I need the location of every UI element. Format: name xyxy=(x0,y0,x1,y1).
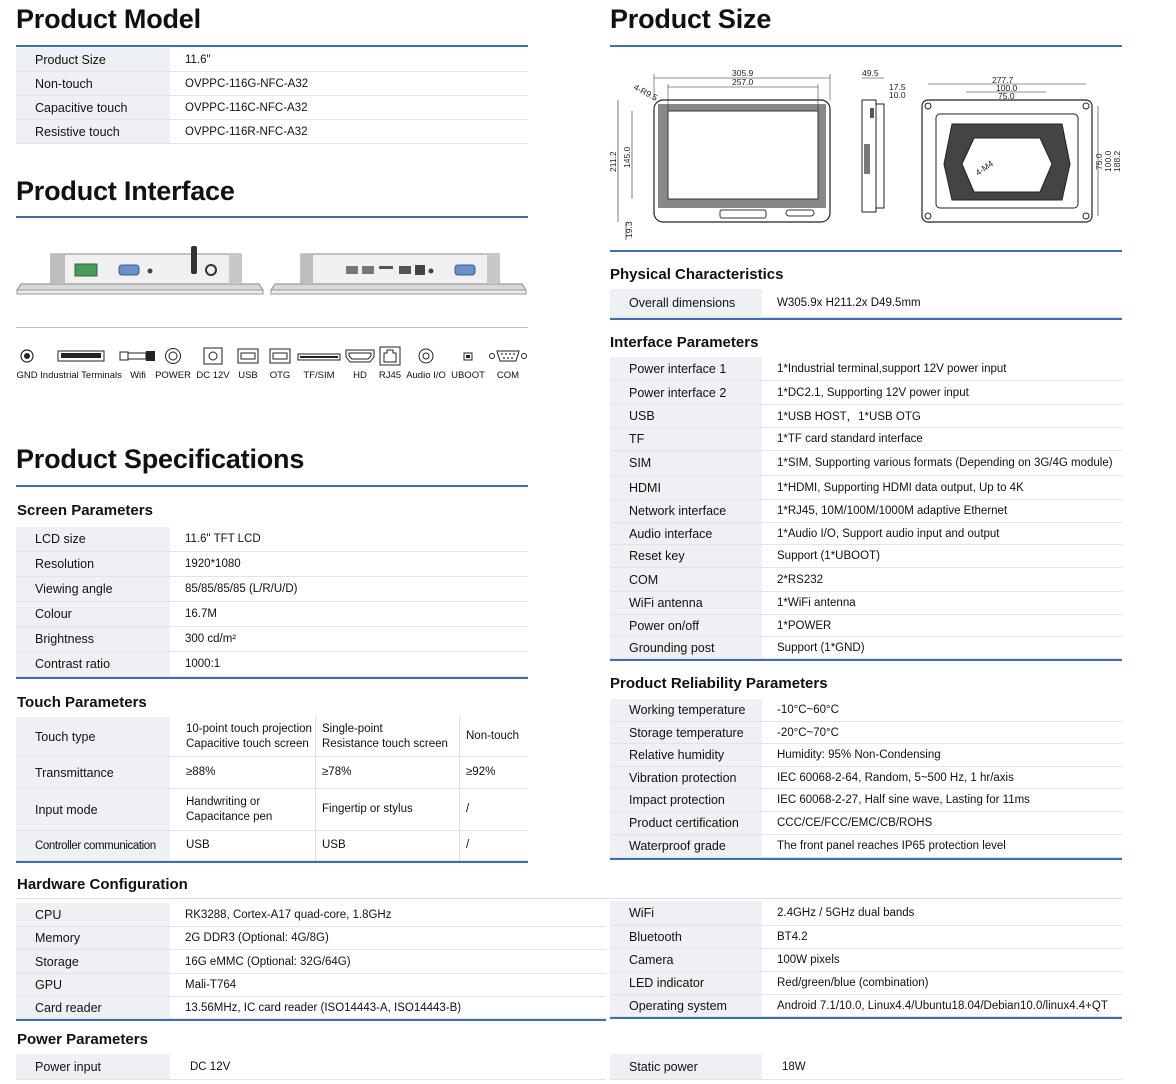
physical-characteristics-table xyxy=(610,289,1122,320)
row-label: Storage xyxy=(16,950,170,973)
table-row xyxy=(610,615,1122,637)
table-row xyxy=(610,568,1122,592)
row-label: Touch type xyxy=(16,717,170,756)
touch-cell xyxy=(170,789,315,830)
table-row xyxy=(16,96,528,120)
row-label: Product certification xyxy=(610,812,762,834)
industrial-terminals-item: Industrial Terminals xyxy=(42,344,120,381)
row-value: 2.4GHz / 5GHz dual bands xyxy=(777,907,915,919)
row-label: Brightness xyxy=(16,627,170,651)
rj45-item: RJ45 xyxy=(378,344,402,381)
table-row xyxy=(16,974,606,997)
row-label: Relative humidity xyxy=(610,744,762,766)
table-row xyxy=(610,699,1122,722)
table-row xyxy=(16,997,606,1019)
product-interface-rule xyxy=(16,216,528,218)
row-label: Viewing angle xyxy=(16,577,170,601)
table-row xyxy=(610,592,1122,615)
interface-parameters-heading: Interface Parameters xyxy=(610,334,759,351)
row-value: Support (1*UBOOT) xyxy=(777,550,880,562)
row-label: Storage temperature xyxy=(610,722,762,743)
row-value: OVPPC-116G-NFC-A32 xyxy=(185,77,309,90)
table-row xyxy=(16,927,606,950)
row-label: Colour xyxy=(16,602,170,626)
row-label: Reset key xyxy=(610,545,762,567)
physical-characteristics-heading: Physical Characteristics xyxy=(610,266,784,283)
table-row xyxy=(16,627,528,652)
table-row xyxy=(610,289,1122,318)
hardware-right-table xyxy=(610,901,1122,1019)
row-label: SIM xyxy=(610,451,762,475)
touch-cell-line: Non-touch xyxy=(466,730,520,742)
device-side-view-right xyxy=(269,244,528,296)
row-label: Power on/off xyxy=(610,615,762,636)
row-value: Mali-T764 xyxy=(185,979,237,991)
touch-cell-line: Resistance touch screen xyxy=(322,737,448,750)
interface-parameters-table xyxy=(610,357,1122,661)
svg-text:305.9: 305.9 xyxy=(732,68,754,78)
svg-text:257.0: 257.0 xyxy=(732,77,754,87)
touch-cell xyxy=(315,831,459,860)
hardware-top-rule xyxy=(16,898,1122,899)
product-size-title: Product Size xyxy=(610,4,772,34)
otg-item: OTG xyxy=(266,344,294,381)
product-specifications-title: Product Specifications xyxy=(16,444,305,474)
table-row xyxy=(16,552,528,577)
table-row xyxy=(610,767,1122,789)
touch-cell-line: / xyxy=(466,803,470,815)
svg-text:4-M4: 4-M4 xyxy=(973,158,996,178)
row-value: 11.6" TFT LCD xyxy=(185,533,261,545)
touch-cell-line: Capacitive touch screen xyxy=(186,737,309,750)
row-value: 1*TF card standard interface xyxy=(777,433,923,445)
row-value: The front panel reaches IP65 protection level xyxy=(777,840,1006,852)
dc-jack-icon xyxy=(203,347,223,365)
row-value: Red/green/blue (combination) xyxy=(777,977,929,989)
table-row xyxy=(16,577,528,602)
wifi-item: Wifi xyxy=(120,344,156,381)
table-row xyxy=(16,757,528,789)
touch-cell xyxy=(459,717,528,756)
row-value: 1*Industrial terminal,support 12V power input xyxy=(777,362,1007,375)
row-value: 1*USB HOST，1*USB OTG xyxy=(777,411,921,423)
power-left-table xyxy=(16,1054,606,1080)
wifi-antenna-icon xyxy=(119,350,157,362)
power-parameters-heading: Power Parameters xyxy=(17,1031,148,1048)
touch-cell xyxy=(170,831,315,860)
hdmi-port-icon xyxy=(345,349,375,363)
row-value: IEC 60068-2-64, Random, 5~500 Hz, 1 hr/axis xyxy=(777,771,1014,784)
row-value: 1000:1 xyxy=(185,658,221,670)
row-label: USB xyxy=(610,405,762,427)
touch-cell-line: Fingertip or stylus xyxy=(322,803,413,815)
table-row xyxy=(610,428,1122,451)
row-label: Vibration protection xyxy=(610,767,762,788)
table-row xyxy=(16,48,528,72)
touch-cell-line: Capacitance pen xyxy=(186,810,273,823)
row-label: Contrast ratio xyxy=(16,652,170,676)
svg-text:145.0: 145.0 xyxy=(622,146,632,168)
table-row xyxy=(610,789,1122,812)
product-size-rule xyxy=(610,45,1122,47)
tf-sim-item: TF/SIM xyxy=(296,344,342,381)
row-label: WiFi xyxy=(610,901,762,925)
table-row xyxy=(610,744,1122,767)
table-row xyxy=(16,831,528,861)
uboot-button-icon xyxy=(463,351,473,361)
table-row xyxy=(16,903,606,927)
product-model-title: Product Model xyxy=(16,4,201,34)
svg-text:211.2: 211.2 xyxy=(608,151,618,172)
touch-cell-line: USB xyxy=(322,839,346,851)
row-value: IEC 60068-2-27, Half sine wave, Lasting for 11ms xyxy=(777,794,1030,806)
svg-text:19.3: 19.3 xyxy=(624,221,634,238)
reliability-parameters-table xyxy=(610,699,1122,860)
touch-cell xyxy=(315,757,459,788)
row-value: 300 cd/m² xyxy=(185,633,237,645)
row-value: OVPPC-116C-NFC-A32 xyxy=(185,101,308,114)
touch-cell xyxy=(170,717,315,756)
device-side-view-left xyxy=(15,244,265,296)
table-row xyxy=(610,476,1122,500)
row-label: Grounding post xyxy=(610,637,762,658)
touch-cell xyxy=(459,757,528,788)
row-value: 85/85/85/85 (L/R/U/D) xyxy=(185,583,298,595)
row-value: 11.6" xyxy=(185,53,211,66)
row-value: 1*WiFi antenna xyxy=(777,597,856,609)
reliability-parameters-heading: Product Reliability Parameters xyxy=(610,675,828,692)
row-label: Resistive touch xyxy=(16,120,170,143)
touch-cell-line: Handwriting or xyxy=(186,795,261,808)
table-row xyxy=(610,381,1122,405)
table-row xyxy=(16,120,528,144)
svg-text:17.5: 17.5 xyxy=(889,82,906,92)
row-value: 1*DC2.1, Supporting 12V power input xyxy=(777,386,969,399)
table-row xyxy=(610,637,1122,659)
svg-text:10.0: 10.0 xyxy=(889,90,906,100)
row-label: Operating system xyxy=(610,995,762,1016)
row-value: BT4.2 xyxy=(777,931,808,943)
svg-text:75.0: 75.0 xyxy=(998,91,1015,101)
touch-cell-line: 10-point touch projection xyxy=(186,722,312,735)
touch-cell-line: ≥88% xyxy=(186,766,216,778)
tf-sim-slot-icon xyxy=(297,351,341,361)
row-label: Product Size xyxy=(16,48,170,71)
row-label: Overall dimensions xyxy=(610,289,762,317)
row-label: COM xyxy=(610,568,762,591)
table-row xyxy=(610,722,1122,744)
svg-text:100.0: 100.0 xyxy=(1103,150,1113,172)
row-value: 1920*1080 xyxy=(185,558,241,570)
hd-item: HD xyxy=(344,344,376,381)
table-row xyxy=(16,602,528,627)
row-value: 2*RS232 xyxy=(777,573,824,586)
row-label: Audio interface xyxy=(610,523,762,544)
touch-cell xyxy=(315,789,459,830)
row-value: 1*Audio I/O, Support audio input and output xyxy=(777,527,1000,540)
com-port-icon xyxy=(488,349,528,363)
svg-text:100.0: 100.0 xyxy=(996,83,1018,93)
touch-cell-line: ≥92% xyxy=(466,766,496,778)
row-value: 16G eMMC (Optional: 32G/64G) xyxy=(185,955,351,968)
row-value: 1*HDMI, Supporting HDMI data output, Up to 4K xyxy=(777,481,1024,494)
table-row xyxy=(610,1054,1122,1080)
table-row xyxy=(610,972,1122,995)
table-row xyxy=(610,405,1122,428)
row-label: LCD size xyxy=(16,527,170,551)
hardware-left-table xyxy=(16,903,606,1021)
row-label: Power interface 1 xyxy=(610,357,762,380)
row-value: 16.7M xyxy=(185,608,217,620)
table-row xyxy=(610,949,1122,972)
hardware-configuration-heading: Hardware Configuration xyxy=(17,876,188,893)
touch-cell xyxy=(170,757,315,788)
row-label: Camera xyxy=(610,949,762,971)
row-value: 2G DDR3 (Optional: 4G/8G) xyxy=(185,932,329,944)
row-label: Non-touch xyxy=(16,72,170,95)
table-row xyxy=(610,812,1122,835)
power-button-icon xyxy=(164,347,182,365)
table-row xyxy=(610,995,1122,1017)
row-label: Network interface xyxy=(610,500,762,522)
row-value: DC 12V xyxy=(190,1060,231,1073)
screen-parameters-table xyxy=(16,527,528,679)
audio-jack-icon xyxy=(418,348,434,364)
touch-parameters-heading: Touch Parameters xyxy=(17,694,147,711)
row-label: Power interface 2 xyxy=(610,381,762,404)
svg-text:75.0: 75.0 xyxy=(1094,153,1104,170)
gnd-item: GND xyxy=(16,344,38,381)
table-row xyxy=(610,357,1122,381)
interface-divider xyxy=(16,327,528,328)
table-row xyxy=(610,835,1122,858)
row-label: GPU xyxy=(16,974,170,996)
table-row xyxy=(16,717,528,757)
table-row xyxy=(16,652,528,677)
row-label: TF xyxy=(610,428,762,450)
table-row xyxy=(610,500,1122,523)
row-label: Waterproof grade xyxy=(610,835,762,857)
table-row xyxy=(16,1054,606,1080)
product-model-table xyxy=(16,48,528,144)
row-value: OVPPC-116R-NFC-A32 xyxy=(185,125,308,138)
table-row xyxy=(16,72,528,96)
row-label: Working temperature xyxy=(610,699,762,721)
table-row xyxy=(610,901,1122,926)
com-item: COM xyxy=(488,344,528,381)
row-label: Impact protection xyxy=(610,789,762,811)
table-row xyxy=(610,545,1122,568)
touch-cell-line: ≥78% xyxy=(322,766,352,778)
touch-cell-line: / xyxy=(466,839,470,851)
row-label: Bluetooth xyxy=(610,926,762,948)
screen-parameters-heading: Screen Parameters xyxy=(17,502,153,519)
row-label: Transmittance xyxy=(16,757,170,788)
row-label: CPU xyxy=(16,903,170,926)
row-value: 1*SIM, Supporting various formats (Depending on 3G/4G module) xyxy=(777,457,1113,469)
row-label: LED indicator xyxy=(610,972,762,994)
product-size-bottom-rule xyxy=(610,250,1122,252)
dc12v-item: DC 12V xyxy=(194,344,232,381)
gnd-icon xyxy=(20,349,34,363)
row-value: 13.56MHz, IC card reader (ISO14443-A, ISO14443-B) xyxy=(185,1001,462,1014)
side-view-drawing xyxy=(862,68,906,212)
rj45-port-icon xyxy=(379,346,401,366)
row-label: Memory xyxy=(16,927,170,949)
touch-cell xyxy=(459,831,528,860)
row-value: Humidity: 95% Non-Condensing xyxy=(777,749,941,761)
row-label: Capacitive touch xyxy=(16,96,170,119)
usb-item: USB xyxy=(234,344,262,381)
table-row xyxy=(16,950,606,974)
row-value: 1*RJ45, 10M/100M/1000M adaptive Ethernet xyxy=(777,505,1008,517)
industrial-terminals-icon xyxy=(57,350,105,362)
row-label: WiFi antenna xyxy=(610,592,762,614)
product-interface-title: Product Interface xyxy=(16,176,235,206)
power-right-table xyxy=(610,1054,1122,1080)
row-value: -20°C~70°C xyxy=(777,726,839,739)
touch-parameters-table xyxy=(16,717,528,863)
interface-icon-legend xyxy=(16,344,528,392)
svg-text:4-R9.5: 4-R9.5 xyxy=(632,81,660,103)
row-value: W305.9x H211.2x D49.5mm xyxy=(777,297,921,309)
power-item: POWER xyxy=(156,344,190,381)
row-value: Support (1*GND) xyxy=(777,641,865,654)
uboot-item: UBOOT xyxy=(450,344,486,381)
row-value: RK3288, Cortex-A17 quad-core, 1.8GHz xyxy=(185,908,392,921)
touch-cell xyxy=(315,717,459,756)
row-label: Input mode xyxy=(16,789,170,830)
row-label: Static power xyxy=(610,1054,762,1079)
product-model-rule xyxy=(16,45,528,47)
row-value: 100W pixels xyxy=(777,954,840,966)
row-label: Controller communication xyxy=(16,831,170,860)
touch-cell xyxy=(459,789,528,830)
touch-cell-line: USB xyxy=(186,839,210,851)
back-view-drawing xyxy=(922,75,1122,222)
row-label: Card reader xyxy=(16,997,170,1018)
svg-text:277.7: 277.7 xyxy=(992,75,1014,85)
row-value: 1*POWER xyxy=(777,619,832,632)
table-row xyxy=(610,451,1122,476)
front-view-drawing xyxy=(608,68,830,240)
touch-cell-line: Single-point xyxy=(322,722,383,735)
otg-port-icon xyxy=(269,348,291,364)
row-value: -10°C~60°C xyxy=(777,704,839,716)
audio-item: Audio I/O xyxy=(404,344,448,381)
product-size-drawing xyxy=(606,64,1126,244)
row-value: 18W xyxy=(782,1060,806,1073)
svg-text:188.2: 188.2 xyxy=(1112,150,1122,172)
table-row xyxy=(610,926,1122,949)
row-value: Android 7.1/10.0, Linux4.4/Ubuntu18.04/Debian10.0/linux4.4+QT xyxy=(777,999,1108,1012)
row-value: CCC/CE/FCC/EMC/CB/ROHS xyxy=(777,817,933,829)
table-row xyxy=(610,523,1122,545)
svg-text:49.5: 49.5 xyxy=(862,68,879,78)
row-label: Resolution xyxy=(16,552,170,576)
table-row xyxy=(16,527,528,552)
table-row xyxy=(16,789,528,831)
product-specifications-rule xyxy=(16,485,528,487)
usb-port-icon xyxy=(237,348,259,364)
row-label: Power input xyxy=(16,1054,170,1079)
row-label: HDMI xyxy=(610,476,762,499)
